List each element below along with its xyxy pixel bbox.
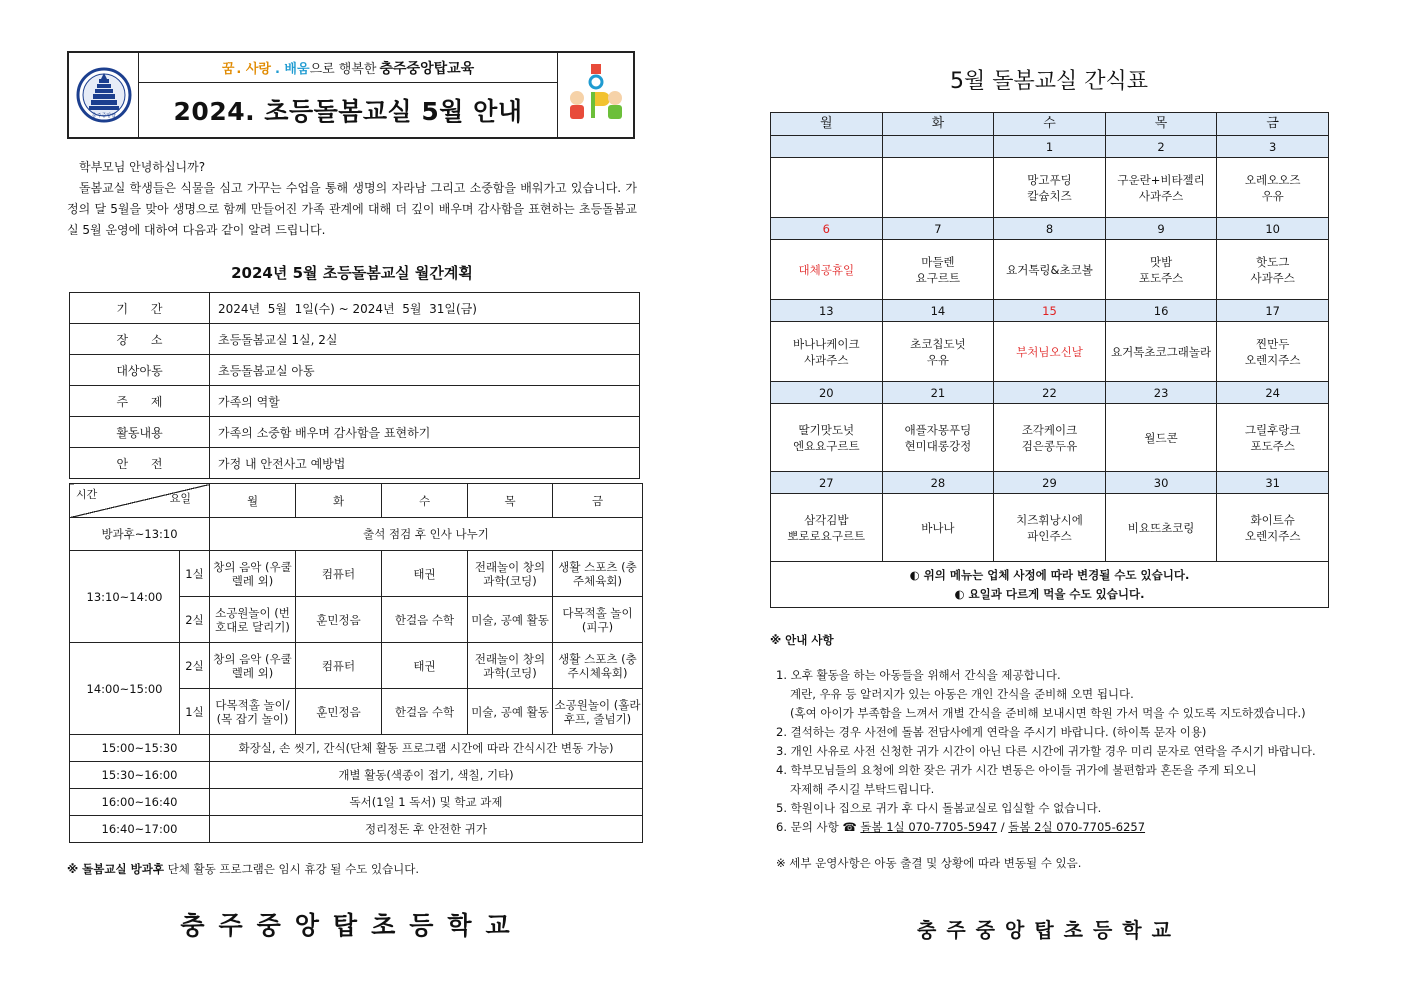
svg-text:충주중앙탑: 충주중앙탑	[91, 113, 116, 119]
schedule-header-row	[70, 484, 643, 518]
snack-date-cell: 15	[994, 300, 1106, 322]
snack-date-cell: 24	[1217, 382, 1329, 404]
snack-date-cell: 20	[771, 382, 883, 404]
mascot-image	[558, 53, 633, 137]
slogan-happy: 으로 행복한	[309, 62, 377, 77]
snack-date-cell: 13	[771, 300, 883, 322]
activity-cell: 화장실, 손 씻기, 간식(단체 활동 프로그램 시간에 따라 간식시간 변동 가능)	[210, 735, 643, 762]
snack-footer-note: ◐ 위의 메뉴는 업체 사정에 따라 변경될 수도 있습니다.	[909, 567, 1190, 582]
snack-title: 5월 돌봄교실 간식표	[950, 69, 1148, 94]
time-cell: 15:00~15:30	[70, 735, 210, 762]
snack-menu-cell: 딸기맛도넛 엔요요구르트	[771, 404, 883, 472]
day-header: 목	[468, 484, 553, 518]
info-value: 초등돌봄교실 1실, 2실	[210, 324, 640, 355]
greeting: 학부모님 안녕하십니까?	[79, 160, 206, 174]
corner-day-label: 요일	[169, 492, 191, 505]
program-cell: 생활 스포츠 (충주시체육회)	[553, 643, 643, 689]
snack-menu-cell: 구운란+비타젤리 사과주스	[1105, 158, 1217, 218]
snack-date-row	[771, 300, 1329, 322]
snack-menu-row	[771, 404, 1329, 472]
notice-heading: ※ 안내 사항	[770, 633, 834, 647]
info-row	[70, 386, 640, 417]
snack-menu-row	[771, 158, 1329, 218]
snack-day-header: 화	[882, 113, 994, 136]
notice-item: 5. 학원이나 집으로 귀가 후 다시 돌봄교실로 입실할 수 없습니다.	[776, 801, 1102, 815]
snack-date-cell: 9	[1105, 218, 1217, 240]
snack-date-cell: 6	[771, 218, 883, 240]
snack-date-cell: 3	[1217, 136, 1329, 158]
program-cell: 소공원놀이 (훌라후프, 줄넘기)	[553, 689, 643, 735]
snack-menu-cell: 초코칩도넛 우유	[882, 322, 994, 382]
schedule-corner-cell	[70, 484, 210, 518]
pagoda-emblem-icon	[76, 65, 132, 125]
time-cell: 방과후~13:10	[70, 518, 210, 551]
snack-date-row	[771, 472, 1329, 494]
notice-item: 계란, 우유 등 알러지가 있는 아동은 개인 간식을 준비해 오면 됩니다.	[790, 687, 1134, 701]
notice-footnote: ※ 세부 운영사항은 아동 출결 및 상황에 따라 변동될 수 있음.	[776, 856, 1082, 870]
notice-section	[770, 632, 1390, 871]
snack-date-row	[771, 218, 1329, 240]
snack-menu-cell: 애플자몽푸딩 현미대롱강정	[882, 404, 994, 472]
slogan-school: 충주중앙탑교육	[379, 60, 475, 77]
intro-text	[67, 157, 637, 241]
snack-menu-cell	[882, 158, 994, 218]
snack-date-cell: 1	[994, 136, 1106, 158]
program-cell: 미술, 공예 활동	[468, 597, 553, 643]
schedule-row	[70, 518, 643, 551]
schedule-row	[70, 643, 643, 689]
program-cell: 소공원놀이 (번호대로 달리기)	[210, 597, 296, 643]
notice-item: (혹여 아이가 부족함을 느껴서 개별 간식을 준비해 보내시면 학원 가서 먹을 수 있도록 지도하겠습니다.)	[790, 706, 1306, 720]
program-note-bold: ※ 돌봄교실 방과후	[67, 862, 164, 876]
schedule-row	[70, 789, 643, 816]
notice-contact	[776, 818, 1390, 837]
activity-cell: 독서(1일 1 독서) 및 학교 과제	[210, 789, 643, 816]
intro-body: 돌봄교실 학생들은 식물을 심고 가꾸는 수업을 통해 생명의 자라남 그리고 소중함을 배워가고 있습니다. 가정의 달 5월을 맞아 생명으로 함께 만들어진 가족 관계에 대해 더 깊이 배우며 감사함을 표현하는 초등돌봄교실 5월 운영에 대하여 다음과 같이 알려 드립니다.	[67, 181, 637, 237]
snack-menu-cell: 바나나	[882, 494, 994, 562]
snack-menu-row	[771, 322, 1329, 382]
snack-date-cell: 23	[1105, 382, 1217, 404]
snack-day-row	[771, 113, 1329, 136]
notice-item: 2. 결석하는 경우 사전에 돌봄 전담사에게 연락을 주시기 바랍니다. (하이톡 문자 이용)	[776, 725, 1207, 739]
program-cell: 미술, 공예 활동	[468, 689, 553, 735]
program-cell: 태권	[382, 643, 468, 689]
snack-menu-cell: 오레오오즈 우유	[1217, 158, 1329, 218]
snack-menu-cell: 그릴후랑크 포도주스	[1217, 404, 1329, 472]
info-key: 활동내용	[70, 417, 210, 448]
time-cell: 16:00~16:40	[70, 789, 210, 816]
info-value: 초등돌봄교실 아동	[210, 355, 640, 386]
schedule-row	[70, 816, 643, 843]
schedule-table	[69, 483, 643, 843]
snack-menu-cell: 요거톡초코그래놀라	[1105, 322, 1217, 382]
day-header: 화	[296, 484, 382, 518]
page-title: 2024. 초등돌봄교실 5월 안내	[173, 97, 523, 126]
notice-list	[776, 666, 1390, 837]
snack-menu-cell	[771, 158, 883, 218]
snack-menu-cell: 치즈휘낭시에 파인주스	[994, 494, 1106, 562]
info-value: 가족의 소중함 배우며 감사함을 표현하기	[210, 417, 640, 448]
snack-date-cell	[882, 136, 994, 158]
time-cell: 16:40~17:00	[70, 816, 210, 843]
header-title-cell	[139, 53, 558, 137]
snack-menu-cell: 맛밤 포도주스	[1105, 240, 1217, 300]
program-cell: 생활 스포츠 (충주체육회)	[553, 551, 643, 597]
info-row	[70, 324, 640, 355]
snack-date-cell: 21	[882, 382, 994, 404]
notice-item: 자제해 주시길 부탁드립니다.	[790, 782, 935, 796]
school-name-right: 충주중앙탑초등학교	[917, 918, 1181, 942]
day-header: 수	[382, 484, 468, 518]
snack-date-cell: 7	[882, 218, 994, 240]
program-cell: 훈민정음	[296, 689, 382, 735]
program-cell: 다목적홀 놀이 (피구)	[553, 597, 643, 643]
program-cell: 컴퓨터	[296, 643, 382, 689]
notice-item: 3. 개인 사유로 사전 신청한 귀가 시간이 아닌 다른 시간에 귀가할 경우 미리 문자로 연락을 주시기 바랍니다.	[776, 744, 1316, 758]
activity-cell: 정리정돈 후 안전한 귀가	[210, 816, 643, 843]
time-cell: 13:10~14:00	[70, 551, 180, 643]
program-cell: 전래놀이 창의 과학(코딩)	[468, 643, 553, 689]
snack-menu-cell: 월드콘	[1105, 404, 1217, 472]
program-cell: 창의 음악 (우쿨렐레 외)	[210, 551, 296, 597]
time-cell: 14:00~15:00	[70, 643, 180, 735]
snack-footer-cell	[771, 562, 1329, 608]
info-key: 주 제	[70, 386, 210, 417]
snack-day-header: 목	[1105, 113, 1217, 136]
slogan-love: . 사랑	[236, 62, 271, 77]
snack-date-cell: 27	[771, 472, 883, 494]
snack-table	[770, 112, 1329, 608]
snack-menu-cell: 핫도그 사과주스	[1217, 240, 1329, 300]
header-box	[67, 51, 635, 139]
snack-date-cell: 16	[1105, 300, 1217, 322]
school-logo	[69, 53, 139, 137]
activity-cell: 출석 점검 후 인사 나누기	[210, 518, 643, 551]
snack-menu-cell: 요거톡링&초코볼	[994, 240, 1106, 300]
info-value: 가족의 역할	[210, 386, 640, 417]
right-page	[700, 0, 1403, 992]
schedule-row	[70, 551, 643, 597]
snack-date-row	[771, 382, 1329, 404]
program-cell: 한걸음 수학	[382, 597, 468, 643]
plan-title: 2024년 5월 초등돌봄교실 월간계획	[231, 264, 473, 282]
snack-date-cell: 31	[1217, 472, 1329, 494]
snack-day-header: 금	[1217, 113, 1329, 136]
contact-room2-link[interactable]: 돌봄 2실 070-7705-6257	[1008, 820, 1146, 834]
info-row	[70, 417, 640, 448]
info-value: 2024년 5월 1일(수) ~ 2024년 5월 31일(금)	[210, 293, 640, 324]
snack-menu-cell: 삼각김밥 뽀로로요구르트	[771, 494, 883, 562]
snack-date-cell: 10	[1217, 218, 1329, 240]
snack-footer-row	[771, 562, 1329, 608]
snack-menu-cell: 대체공휴일	[771, 240, 883, 300]
info-key: 장 소	[70, 324, 210, 355]
snack-date-cell: 22	[994, 382, 1106, 404]
room-cell: 1실	[180, 689, 210, 735]
info-row	[70, 355, 640, 386]
snack-menu-cell: 부처님오신날	[994, 322, 1106, 382]
program-cell: 훈민정음	[296, 597, 382, 643]
snack-menu-cell: 바나나케이크 사과주스	[771, 322, 883, 382]
snack-date-cell: 28	[882, 472, 994, 494]
program-note-rest: 단체 활동 프로그램은 임시 휴강 될 수도 있습니다.	[163, 862, 420, 876]
snack-menu-row	[771, 494, 1329, 562]
contact-room1-link[interactable]: 돌봄 1실 070-7705-5947	[860, 820, 998, 834]
program-note	[67, 861, 419, 877]
room-cell: 2실	[180, 597, 210, 643]
room-cell: 1실	[180, 551, 210, 597]
snack-date-cell	[771, 136, 883, 158]
snack-date-cell: 17	[1217, 300, 1329, 322]
snack-menu-cell: 조각케이크 검은콩두유	[994, 404, 1106, 472]
info-key: 기 간	[70, 293, 210, 324]
program-cell: 한걸음 수학	[382, 689, 468, 735]
time-cell: 15:30~16:00	[70, 762, 210, 789]
slogan-learn: . 배움	[274, 62, 310, 77]
snack-menu-cell: 화이트슈 오렌지주스	[1217, 494, 1329, 562]
snack-date-cell: 29	[994, 472, 1106, 494]
schedule-row	[70, 762, 643, 789]
contact-separator: /	[997, 820, 1009, 834]
activity-cell: 개별 활동(색종이 접기, 색칠, 기타)	[210, 762, 643, 789]
info-key: 대상아동	[70, 355, 210, 386]
room-cell: 2실	[180, 643, 210, 689]
snack-menu-cell: 비요뜨초코링	[1105, 494, 1217, 562]
snack-menu-cell: 찐만두 오렌지주스	[1217, 322, 1329, 382]
info-key: 안 전	[70, 448, 210, 479]
snack-date-cell: 30	[1105, 472, 1217, 494]
slogan	[139, 53, 557, 83]
info-table	[69, 292, 640, 479]
program-cell: 컴퓨터	[296, 551, 382, 597]
info-row	[70, 448, 640, 479]
program-cell: 태권	[382, 551, 468, 597]
snack-day-header: 수	[994, 113, 1106, 136]
corner-time-label: 시간	[76, 488, 98, 501]
schedule-row	[70, 735, 643, 762]
program-cell: 창의 음악 (우쿨렐레 외)	[210, 643, 296, 689]
snack-date-row	[771, 136, 1329, 158]
slogan-dream: 꿈	[221, 62, 235, 77]
snack-date-cell: 8	[994, 218, 1106, 240]
snack-date-cell: 14	[882, 300, 994, 322]
snack-footer-note: ◐ 요일과 다르게 먹을 수도 있습니다.	[954, 586, 1145, 601]
info-value: 가정 내 안전사고 예방법	[210, 448, 640, 479]
top-mascot-icon	[563, 60, 629, 130]
day-header: 월	[210, 484, 296, 518]
info-row	[70, 293, 640, 324]
program-cell: 전래놀이 창의 과학(코딩)	[468, 551, 553, 597]
school-name-left: 충주중앙탑초등학교	[180, 911, 524, 940]
notice-item: 4. 학부모님들의 요청에 의한 잦은 귀가 시간 변동은 아이들 귀가에 불편함과 혼돈을 주게 되오니	[776, 763, 1257, 777]
snack-menu-cell: 마들렌 요구르트	[882, 240, 994, 300]
left-page	[0, 0, 700, 992]
program-cell: 다목적홀 놀이/ (목 잡기 놀이)	[210, 689, 296, 735]
snack-menu-cell: 망고푸딩 칼슘치즈	[994, 158, 1106, 218]
snack-day-header: 월	[771, 113, 883, 136]
snack-date-cell: 2	[1105, 136, 1217, 158]
contact-prefix: 6. 문의 사항 ☎	[776, 820, 861, 834]
notice-item: 1. 오후 활동을 하는 아동들을 위해서 간식을 제공합니다.	[776, 668, 1061, 682]
snack-menu-row	[771, 240, 1329, 300]
day-header: 금	[553, 484, 643, 518]
